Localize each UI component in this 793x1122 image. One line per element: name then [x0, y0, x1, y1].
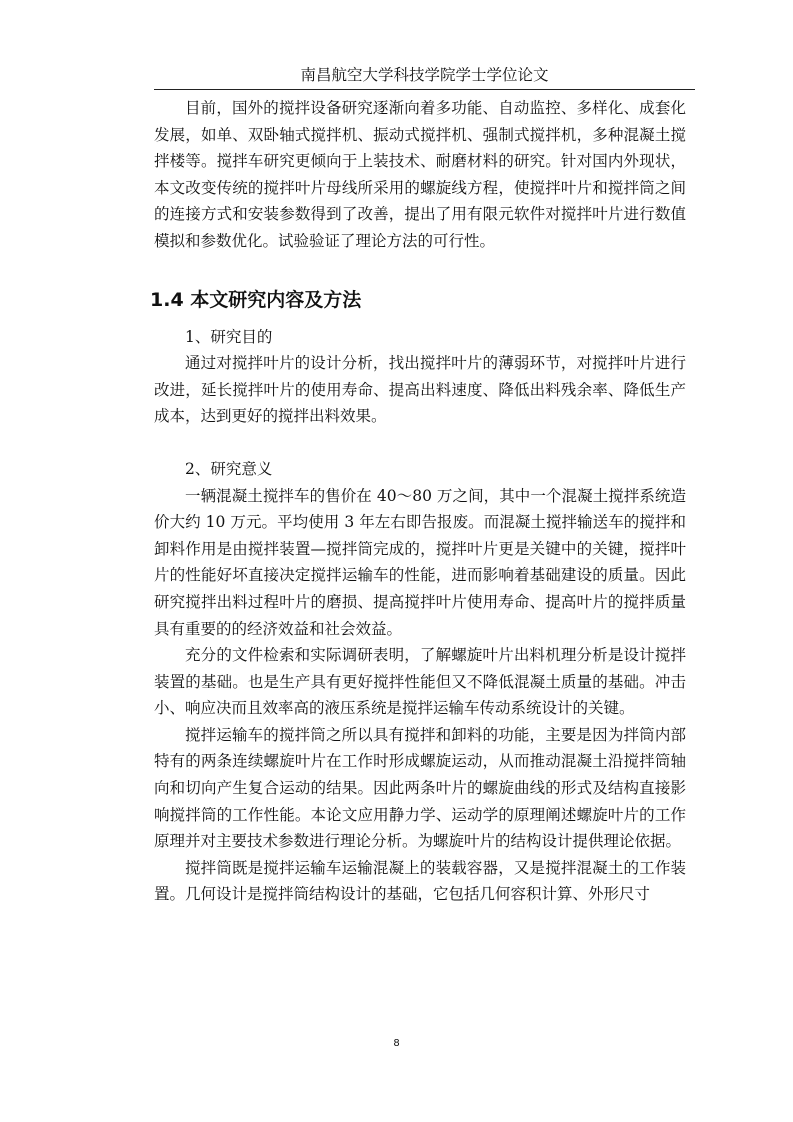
purpose-paragraph: 通过对搅拌叶片的设计分析，找出搅拌叶片的薄弱环节，对搅拌叶片进行改进，延长搅拌叶片的使用寿命、提高出料速度、降低出料残余率、降低生产成本，达到更好的搅拌出料效果。 — [154, 354, 686, 426]
document-body — [150, 95, 686, 908]
intro-paragraph: 目前，国外的搅拌设备研究逐渐向着多功能、自动监控、多样化、成套化发展，如单、双卧轴式搅拌机、振动式搅拌机、强制式搅拌机，多种混凝土搅拌楼等。搅拌车研究更倾向于上装技术、耐磨材料的研究。针对国内外现状，本文改变传统的搅拌叶片母线所采用的螺旋线方程，使搅拌叶片和搅拌筒之间的连接方式和安装参数得到了改善，提出了用有限元软件对搅拌叶片进行数值模拟和参数优化。试验验证了理论方法的可行性。 — [154, 99, 686, 250]
page-header: 南昌航空大学科技学院学士学位论文 — [154, 64, 695, 90]
significance-paragraph-4: 搅拌筒既是搅拌运输车运输混凝上的装载容器，又是搅拌混凝土的工作装置。几何设计是搅拌筒结构设计的基础，它包括几何容积计算、外形尺寸 — [154, 858, 686, 904]
significance-subheading: 2、研究意义 — [185, 459, 273, 478]
page-number: 8 — [393, 1038, 400, 1049]
significance-paragraph-2: 充分的文件检索和实际调研表明，了解螺旋叶片出料机理分析是设计搅拌装置的基础。也是生产具有更好搅拌性能但又不降低混凝土质量的基础。冲击小、响应决而且效率高的液压系统是搅拌运输车传动系统设计的关键。 — [154, 646, 686, 718]
significance-paragraph-1: 一辆混凝土搅拌车的售价在 40～80 万之间，其中一个混凝土搅拌系统造价大约 10 万元。平均使用 3 年左右即告报废。而混凝土搅拌输送车的搅拌和卸料作用是由搅拌装置—搅拌筒完成的，搅拌叶片更是关键中的关键，搅拌叶片的性能好坏直接决定搅拌运输车的性能，进而影响着基础建设的质量。因此研究搅拌出料过程叶片的磨损、提高搅拌叶片使用寿命、提高叶片的搅拌质量具有重要的的经济效益和社会效益。 — [154, 486, 686, 638]
purpose-subheading: 1、研究目的 — [185, 327, 273, 346]
section-heading: 1.4 本文研究内容及方法 — [150, 288, 362, 311]
significance-paragraph-3: 搅拌运输车的搅拌筒之所以具有搅拌和卸料的功能，主要是因为拌筒内部特有的两条连续螺旋叶片在工作时形成螺旋运动，从而推动混凝土沿搅拌筒轴向和切向产生复合运动的结果。因此两条叶片的螺旋曲线的形式及结构直接影响搅拌筒的工作性能。本论文应用静力学、运动学的原理阐述螺旋叶片的工作原理并对主要技术参数进行理论分析。为螺旋叶片的结构设计提供理论依据。 — [154, 725, 686, 851]
